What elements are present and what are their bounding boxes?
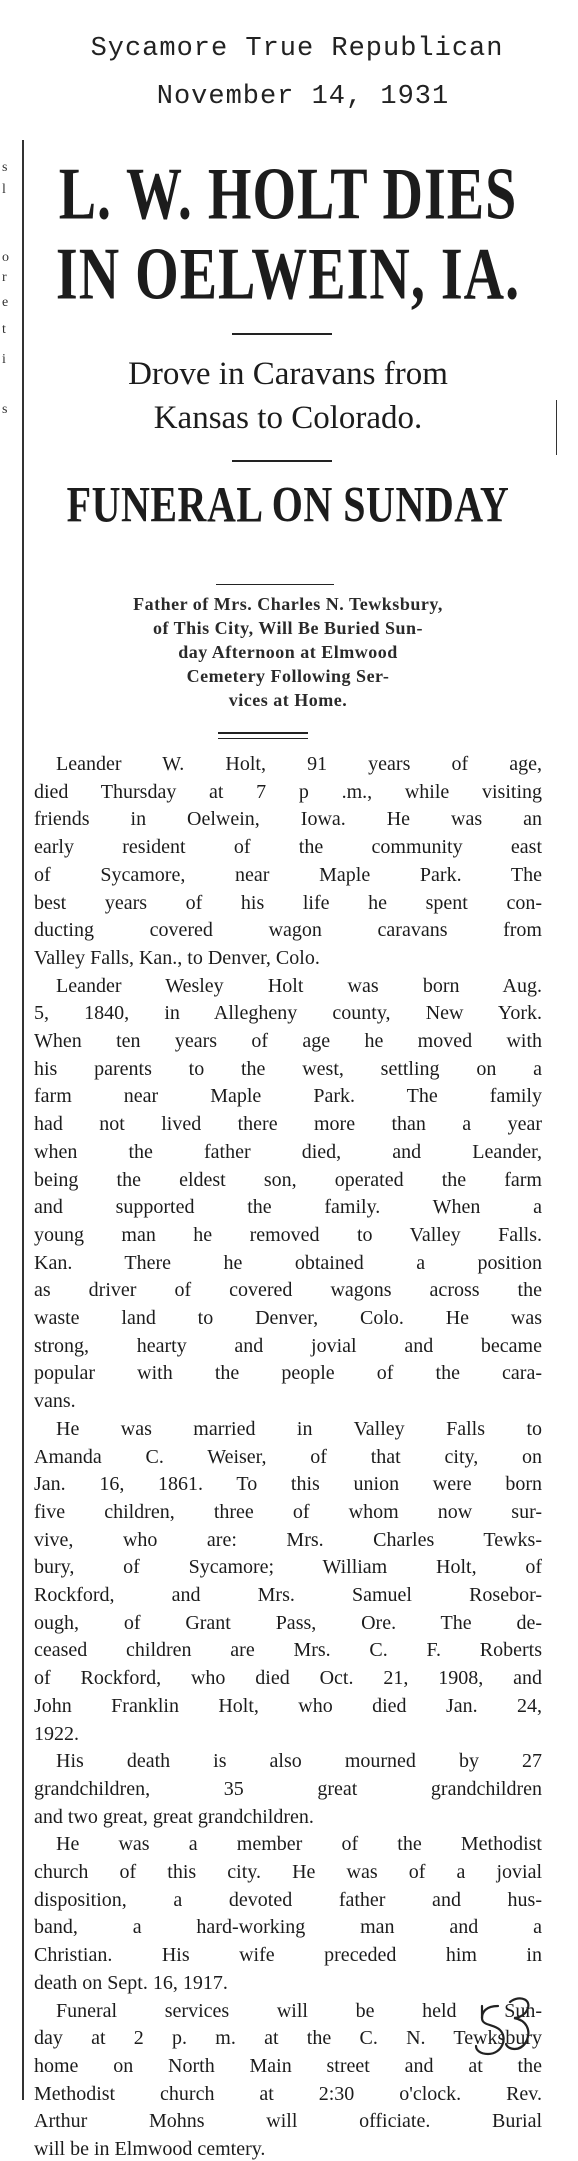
- body-text-line: ducting covered wagon caravans from: [34, 919, 542, 942]
- body-text-line: of Sycamore, near Maple Park. The: [34, 863, 542, 886]
- body-text-line: bury, of Sycamore; William Holt, of: [34, 1556, 542, 1579]
- body-text-line: His death is also mourned by 27: [56, 1750, 542, 1773]
- body-text-line: grandchildren, 35 great grandchildren: [34, 1777, 542, 1800]
- summary-deck-line: day Afternoon at Elmwood: [178, 642, 398, 662]
- body-text-line: farm near Maple Park. The family: [34, 1085, 542, 1108]
- body-text-line: waste land to Denver, Colo. He was: [34, 1307, 542, 1329]
- body-text-line: disposition, a devoted father and hus-: [34, 1888, 542, 1911]
- subheadline-divider: [232, 460, 332, 462]
- body-text-line: and two great, great grandchildren.: [34, 1805, 314, 1828]
- headline-divider: [232, 333, 332, 335]
- body-text-line: Methodist church at 2:30 o'clock. Rev.: [34, 2082, 542, 2105]
- body-text-line: John Franklin Holt, who died Jan. 24,: [34, 1694, 542, 1717]
- body-text-line: death on Sept. 16, 1917.: [34, 1971, 228, 1994]
- body-text-line: Jan. 16, 1861. To this union were born: [34, 1473, 542, 1496]
- body-text-line: church of this city. He was of a jovial: [34, 1861, 542, 1883]
- body-text-line: When ten years of age he moved with: [34, 1030, 542, 1052]
- body-text-line: of Rockford, who died Oct. 21, 1908, and: [34, 1667, 542, 1690]
- subheadline-line-2: Kansas to Colorado.: [153, 400, 423, 436]
- column-rule-right: [556, 400, 557, 455]
- body-text-line: died Thursday at 7 p .m., while visiting: [34, 780, 542, 803]
- summary-deck-line: Cemetery Following Ser-: [186, 666, 390, 686]
- body-text-line: vive, who are: Mrs. Charles Tewks-: [34, 1528, 542, 1551]
- edge-char: r: [2, 270, 7, 285]
- body-text-line: 1922.: [34, 1722, 79, 1745]
- adjacent-column-fragment: [0, 140, 14, 560]
- body-text-line: will be in Elmwood cemtery.: [34, 2138, 266, 2160]
- body-text-line: home on North Main street and at the: [34, 2054, 542, 2077]
- headline-line-2: IN OELWEIN, IA.: [55, 233, 521, 316]
- body-text-line: Valley Falls, Kan., to Denver, Colo.: [34, 946, 320, 969]
- body-text-line: He was a member of the Methodist: [56, 1833, 542, 1856]
- body-text-line: ough, of Grant Pass, Ore. The de-: [34, 1611, 542, 1634]
- body-text-line: friends in Oelwein, Iowa. He was an: [34, 808, 542, 831]
- edge-char: t: [2, 322, 6, 337]
- body-text-line: vans.: [34, 1390, 76, 1413]
- body-text-line: Leander W. Holt, 91 years of age,: [56, 753, 542, 775]
- deck-divider: [216, 584, 334, 585]
- body-text-line: Amanda C. Weiser, of that city, on: [34, 1445, 542, 1468]
- summary-deck-line: vices at Home.: [228, 690, 348, 710]
- body-text-line: when the father died, and Leander,: [34, 1140, 542, 1163]
- edge-char: s: [2, 402, 8, 417]
- summary-deck-line: Father of Mrs. Charles N. Tewksbury,: [133, 594, 443, 614]
- body-text-line: popular with the people of the cara-: [34, 1362, 542, 1385]
- body-text-line: being the eldest son, operated the farm: [34, 1168, 542, 1191]
- body-text-line: strong, hearty and jovial and became: [34, 1334, 542, 1357]
- body-text-line: band, a hard-working man and a: [34, 1916, 542, 1939]
- body-text-line: 5, 1840, in Allegheny county, New York.: [34, 1002, 542, 1025]
- body-text-line: five children, three of whom now sur-: [34, 1500, 542, 1523]
- body-divider-top: [218, 732, 308, 734]
- edge-char: i: [2, 352, 6, 367]
- body-text-line: early resident of the community east: [34, 836, 542, 859]
- body-text-line: Kan. There he obtained a position: [34, 1251, 542, 1274]
- edge-char: o: [2, 250, 9, 265]
- body-text-line: young man he removed to Valley Falls.: [34, 1223, 542, 1246]
- body-text-line: and supported the family. When a: [34, 1196, 542, 1219]
- body-text-line: day at 2 p. m. at the C. N. Tewksbury: [34, 2027, 542, 2050]
- body-text-line: He was married in Valley Falls to: [56, 1417, 542, 1440]
- body-text-line: Arthur Mohns will officiate. Burial: [34, 2110, 542, 2133]
- edge-char: s: [2, 160, 8, 175]
- handwritten-page-number: [468, 1984, 538, 2074]
- body-text-line: ceased children are Mrs. C. F. Roberts: [34, 1639, 542, 1662]
- edge-char: l: [2, 182, 6, 197]
- headline-line-1: L. W. HOLT DIES: [58, 153, 518, 236]
- subheadline-line-1: Drove in Caravans from: [128, 356, 448, 392]
- body-divider-bottom: [218, 738, 308, 739]
- body-text-line: his parents to the west, settling on a: [34, 1057, 542, 1080]
- summary-deck-line: of This City, Will Be Buried Sun-: [152, 618, 424, 638]
- column-rule-left: [22, 140, 24, 2100]
- body-text-line: Leander Wesley Holt was born Aug.: [56, 974, 542, 997]
- clipping-date-caption: November 14, 1931: [156, 82, 450, 112]
- body-text-line: Funeral services will be held Sun-: [56, 1999, 542, 2022]
- clipping-source-caption: Sycamore True Republican: [90, 34, 504, 64]
- funeral-headline: FUNERAL ON SUNDAY: [66, 475, 510, 534]
- body-text-line: Christian. His wife preceded him in: [34, 1944, 542, 1967]
- body-text-line: Rockford, and Mrs. Samuel Rosebor-: [34, 1584, 542, 1606]
- body-text-line: best years of his life he spent con-: [34, 891, 542, 914]
- edge-char: e: [2, 295, 9, 310]
- body-text-line: had not lived there more than a year: [34, 1113, 542, 1136]
- body-text-line: as driver of covered wagons across the: [34, 1279, 542, 1302]
